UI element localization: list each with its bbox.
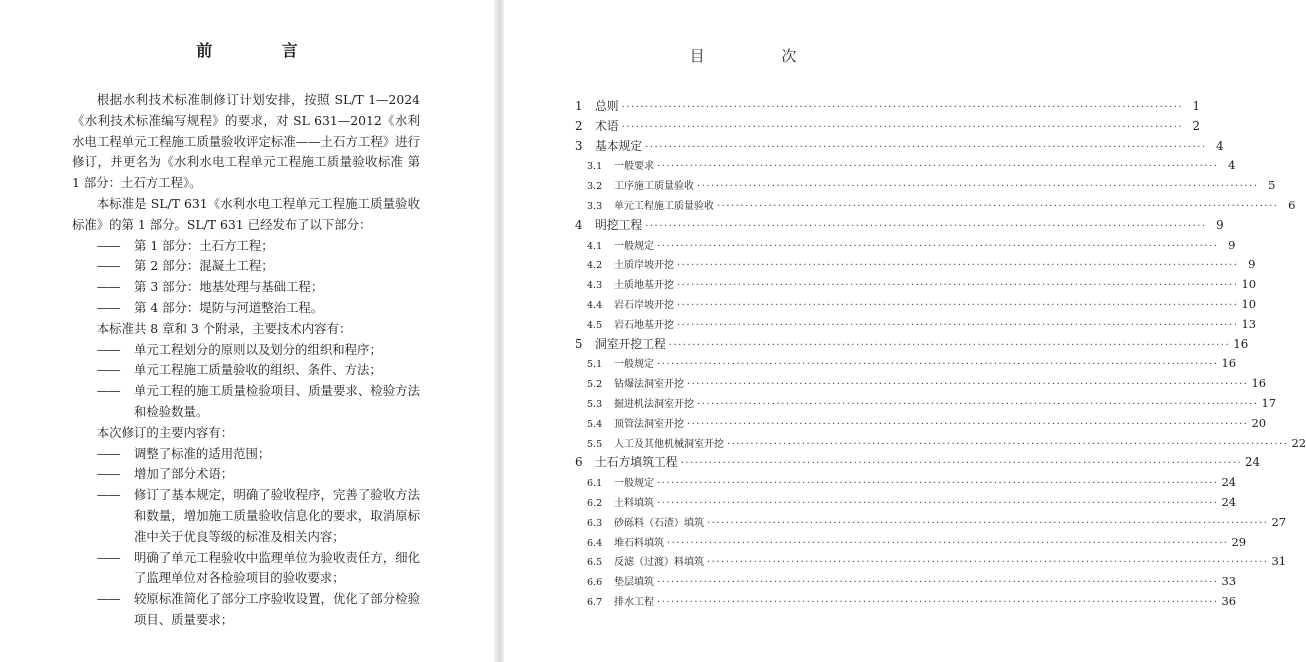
toc-page-number: 36 (1221, 593, 1237, 608)
toc-leader-dots: ························································································································ (677, 260, 1239, 272)
list-item-text: 修订了基本规定，明确了验收程序，完善了验收方法和数量，增加施工质量验收信息化的要求，取消原标准中关于优良等级的标准及相关内容； (133, 487, 420, 544)
toc-chapter-entry[interactable] (575, 453, 1261, 473)
toc-section-entry[interactable] (575, 394, 1277, 414)
toc-label: 顶管法洞室开挖 (614, 418, 684, 430)
toc-page-number: 17 (1261, 395, 1277, 410)
toc-section-entry[interactable] (575, 473, 1237, 493)
foreword-paragraph: 根据水利技术标准制修订计划安排，按照 SL/T 1—2024《水利技术标准编写规程》的要求，对 SL 631—2012《水利水电工程单元工程施工质量验收评定标准——土石方工程》进行修订，并更名为《水利水电工程单元工程施工质量验收标准 第 1 部分：土石方工程》。 (72, 92, 420, 191)
toc-section-entry[interactable] (575, 513, 1287, 533)
toc-page-number: 16 (1233, 336, 1249, 351)
toc-label: 洞室开挖工程 (595, 336, 666, 351)
toc-number: 4.4 (587, 299, 603, 311)
toc-page-number: 9 (1216, 217, 1224, 232)
toc-number: 6.5 (587, 557, 603, 569)
toc-page-number: 4 (1216, 138, 1224, 153)
toc-section-entry[interactable] (575, 533, 1247, 553)
toc-chapter-entry[interactable] (575, 137, 1224, 157)
toc-title: 目 次 (689, 47, 833, 65)
toc-number: 6.7 (587, 596, 603, 608)
list-item-text: 第 2 部分：混凝土工程； (133, 258, 274, 274)
list-dash: —— (96, 383, 120, 399)
list-dash: —— (96, 299, 120, 315)
list-dash: —— (96, 362, 120, 378)
toc-leader-dots: ························································································································ (687, 379, 1249, 391)
toc-label: 一般要求 (614, 161, 654, 173)
toc-leader-dots: ························································································································ (697, 398, 1259, 410)
toc-label: 土质岸坡开挖 (614, 260, 674, 272)
toc-section-entry[interactable] (575, 196, 1296, 216)
toc-leader-dots: ························································································································ (677, 280, 1239, 292)
toc-page-number: 31 (1271, 554, 1287, 569)
toc-section-entry[interactable] (575, 572, 1237, 592)
toc-section-entry[interactable] (575, 255, 1256, 275)
toc-number: 6 (575, 455, 583, 470)
toc-label: 砂砾料（石渣）填筑 (614, 517, 704, 529)
toc-page-number: 16 (1221, 356, 1237, 371)
foreword-paragraph: 本标准共 8 章和 3 个附录，主要技术内容有： (96, 320, 352, 336)
list-item-text: 增加了部分术语； (133, 466, 234, 482)
toc-number: 5.5 (587, 438, 603, 450)
list-item-text: 第 4 部分：堤防与河道整治工程。 (133, 299, 324, 315)
toc-label: 基本规定 (595, 138, 643, 153)
toc-section-entry[interactable] (575, 176, 1276, 196)
toc-page-number: 2 (1192, 118, 1201, 133)
toc-number: 5.3 (587, 398, 603, 410)
toc-section-entry[interactable] (575, 275, 1257, 295)
toc-number: 4.1 (587, 240, 603, 252)
toc-section-entry[interactable] (575, 592, 1237, 612)
toc-leader-dots: ························································································································ (657, 577, 1219, 589)
foreword-list-item (72, 485, 420, 547)
list-item-text: 单元工程施工质量验收的组织、条件、方法； (133, 362, 382, 378)
toc-section-entry[interactable] (575, 315, 1257, 335)
toc-section-entry[interactable] (575, 354, 1237, 374)
toc-leader-dots: ························································································································ (668, 339, 1231, 351)
toc-leader-dots: ························································································································ (677, 319, 1239, 331)
toc-section-entry[interactable] (575, 156, 1236, 176)
foreword-list-item (72, 548, 420, 590)
toc-leader-dots: ························································································································ (621, 102, 1184, 113)
toc-chapter-entry[interactable] (575, 216, 1224, 236)
toc-page-number: 22 (1291, 435, 1306, 450)
toc-section-entry[interactable] (575, 295, 1257, 315)
list-item-text: 第 3 部分：地基处理与基础工程； (133, 279, 324, 295)
foreword-list-item (72, 464, 420, 485)
toc-number: 5 (575, 336, 583, 351)
foreword-list-item (72, 381, 420, 423)
toc-label: 堆石料填筑 (614, 537, 664, 549)
toc-number: 3.2 (587, 181, 603, 193)
toc-page-number: 9 (1228, 237, 1236, 252)
toc-label: 工序施工质量验收 (614, 181, 694, 193)
toc-page-number: 5 (1268, 178, 1276, 193)
toc-leader-dots: ························································································································ (687, 418, 1249, 430)
foreword-list-item (72, 256, 420, 277)
toc-page-number: 24 (1245, 455, 1261, 470)
toc-label: 土石方填筑工程 (595, 455, 678, 470)
toc-label: 排水工程 (614, 596, 654, 608)
toc-number: 2 (575, 118, 583, 133)
toc-leader-dots: ························································································································ (707, 517, 1269, 529)
foreword-list-item (72, 444, 420, 465)
toc-label: 反滤（过渡）料填筑 (614, 557, 704, 569)
toc-leader-dots: ························································································································ (645, 220, 1207, 232)
toc-number: 5.2 (587, 379, 603, 391)
list-dash: —— (96, 487, 120, 503)
toc-number: 3.1 (587, 161, 603, 173)
toc-number: 6.4 (587, 537, 603, 549)
foreword-list-item (72, 277, 420, 298)
foreword-title: 前 言 (196, 41, 330, 60)
toc-page-number: 29 (1231, 534, 1247, 549)
toc-page-number: 24 (1221, 494, 1237, 509)
toc-page-number: 20 (1251, 415, 1267, 430)
toc-label: 一般规定 (614, 478, 654, 490)
list-dash: —— (96, 549, 120, 565)
foreword-list-item (72, 298, 420, 319)
toc-page-number: 10 (1241, 277, 1257, 292)
toc-section-entry[interactable] (575, 493, 1237, 513)
list-dash: —— (96, 258, 120, 274)
toc-page-number: 10 (1241, 296, 1257, 311)
toc-number: 4.2 (587, 260, 603, 272)
table-of-contents (575, 97, 1306, 612)
toc-leader-dots: ························································································································ (727, 438, 1289, 450)
list-item-text: 第 1 部分：土石方工程； (133, 237, 274, 253)
toc-leader-dots: ························································································································ (621, 121, 1184, 133)
toc-leader-dots: ························································································································ (657, 497, 1219, 509)
toc-number: 3 (575, 138, 583, 153)
toc-section-entry[interactable] (575, 374, 1267, 394)
toc-label: 术语 (595, 118, 619, 133)
toc-leader-dots: ························································································································ (657, 478, 1219, 490)
toc-leader-dots: ························································································································ (680, 458, 1243, 470)
list-dash: —— (96, 341, 120, 357)
toc-section-entry[interactable] (575, 236, 1236, 256)
toc-leader-dots: ························································································································ (677, 299, 1239, 311)
toc-page-number: 33 (1221, 574, 1237, 589)
toc-label: 掘进机法洞室开挖 (614, 398, 694, 410)
toc-number: 6.2 (587, 497, 603, 509)
toc-page-number: 4 (1228, 158, 1236, 173)
book-gutter (494, 0, 504, 662)
toc-label: 总则 (595, 99, 619, 113)
toc-section-entry[interactable] (575, 434, 1306, 454)
toc-number: 6.3 (587, 517, 603, 529)
toc-chapter-entry[interactable] (575, 97, 1201, 117)
toc-number: 6.1 (587, 478, 603, 490)
toc-label: 岩石岸坡开挖 (614, 299, 674, 311)
toc-section-entry[interactable] (575, 414, 1267, 434)
toc-label: 人工及其他机械洞室开挖 (614, 438, 724, 450)
toc-leader-dots: ························································································································ (657, 359, 1219, 371)
toc-number: 5.4 (587, 418, 603, 430)
toc-label: 单元工程施工质量验收 (614, 200, 714, 212)
toc-section-entry[interactable] (575, 552, 1287, 572)
toc-number: 3.3 (587, 200, 603, 212)
toc-chapter-entry[interactable] (575, 117, 1201, 137)
list-item-text: 单元工程的施工质量检验项目、质量要求、检验方法和检验数量。 (133, 383, 420, 419)
toc-label: 一般规定 (614, 240, 654, 252)
foreword-paragraph: 本标准是 SL/T 631《水利水电工程单元工程施工质量验收标准》的第 1 部分。SL/T 631 已经发布了以下部分： (72, 195, 420, 232)
list-item-text: 单元工程划分的原则以及划分的组织和程序； (133, 341, 382, 357)
toc-page-number: 27 (1271, 514, 1287, 529)
foreword-body (72, 90, 420, 631)
toc-page-number: 13 (1241, 316, 1257, 331)
toc-label: 土料填筑 (614, 497, 654, 509)
toc-page-number: 9 (1248, 257, 1256, 272)
toc-leader-dots: ························································································································ (657, 161, 1219, 173)
foreword-list-item (72, 236, 420, 257)
toc-number: 5.1 (587, 359, 603, 371)
toc-number: 1 (575, 99, 583, 113)
toc-label: 土质地基开挖 (614, 280, 674, 292)
toc-label: 一般规定 (614, 359, 654, 371)
toc-page-number: 1 (1192, 99, 1201, 113)
toc-label: 钻爆法洞室开挖 (614, 379, 684, 391)
toc-leader-dots: ························································································································ (717, 200, 1279, 212)
toc-chapter-entry[interactable] (575, 335, 1249, 355)
list-dash: —— (96, 237, 120, 253)
list-dash: —— (96, 591, 120, 607)
toc-number: 4.3 (587, 280, 603, 292)
foreword-list-item (72, 589, 420, 631)
toc-leader-dots: ························································································································ (697, 181, 1259, 193)
foreword-paragraph: 本次修订的主要内容有： (96, 424, 234, 440)
toc-leader-dots: ························································································································ (707, 557, 1269, 569)
foreword-list-item (72, 360, 420, 381)
list-dash: —— (96, 445, 120, 461)
toc-page-number: 16 (1251, 376, 1267, 391)
toc-leader-dots: ························································································································ (645, 141, 1207, 153)
toc-page-number: 24 (1221, 475, 1237, 490)
toc-label: 岩石地基开挖 (614, 319, 674, 331)
list-item-text: 调整了标准的适用范围； (133, 445, 271, 461)
toc-number: 4 (575, 217, 583, 232)
toc-page-number: 6 (1288, 197, 1296, 212)
toc-leader-dots: ························································································································ (657, 240, 1219, 252)
list-item-text: 明确了单元工程验收中监理单位为验收责任方，细化了监理单位对各检验项目的验收要求； (133, 549, 420, 586)
toc-leader-dots: ························································································································ (667, 537, 1229, 549)
toc-number: 6.6 (587, 577, 603, 589)
list-item-text: 较原标准简化了部分工序验收设置，优化了部分检验项目、质量要求； (133, 591, 420, 627)
list-dash: —— (96, 279, 120, 295)
toc-label: 明挖工程 (595, 217, 643, 232)
toc-number: 4.5 (587, 319, 603, 331)
foreword-list-item (72, 340, 420, 361)
list-dash: —— (96, 466, 120, 482)
toc-label: 垫层填筑 (614, 577, 654, 589)
toc-leader-dots: ························································································································ (657, 596, 1219, 608)
